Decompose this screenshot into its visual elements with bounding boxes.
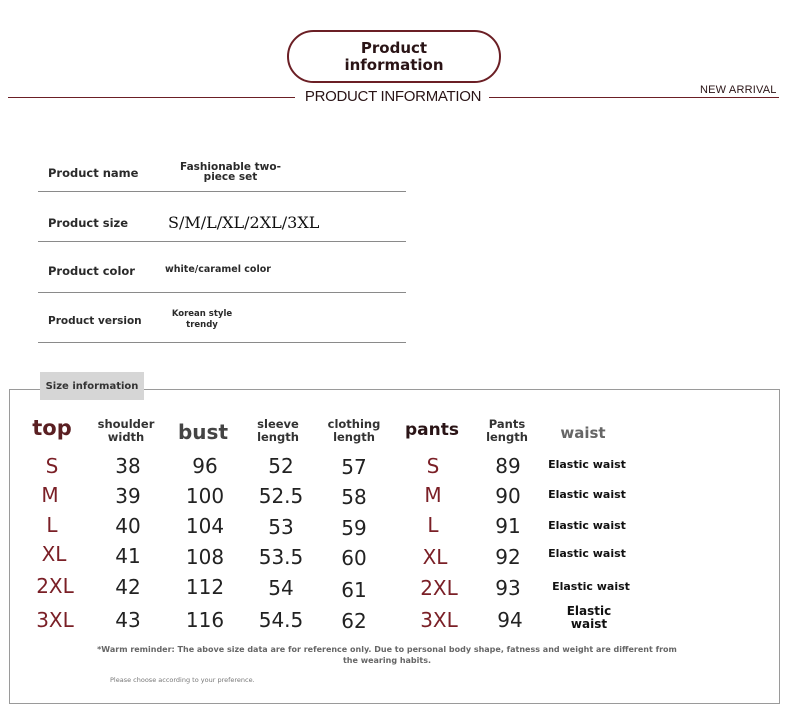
pants-size-cell: S — [426, 454, 440, 478]
pants-size-cell: XL — [422, 545, 448, 569]
waist-cell: Elastic waist — [566, 604, 612, 631]
warm-reminder: *Warm reminder: The above size data are for reference only. Due to personal body shape, fatness and weight are different from the wearing habits. — [97, 645, 677, 665]
waist-cell: Elastic waist — [548, 519, 626, 532]
sleeve-cell: 52.5 — [258, 484, 304, 508]
info-row-size — [38, 192, 406, 242]
section-title: PRODUCT INFORMATION — [304, 88, 482, 105]
sleeve-cell: 54.5 — [258, 608, 304, 632]
header-pants-length: Pants length — [486, 417, 528, 444]
top-size-cell: S — [45, 454, 59, 478]
divider-left — [8, 97, 295, 98]
clothing-cell: 59 — [341, 516, 367, 540]
info-row-name — [38, 150, 406, 192]
top-size-cell: M — [41, 483, 59, 507]
divider-right — [489, 97, 779, 98]
shoulder-cell: 43 — [115, 608, 141, 632]
page-title-badge — [287, 30, 501, 83]
shoulder-cell: 40 — [115, 514, 141, 538]
shoulder-cell: 38 — [115, 454, 141, 478]
bust-cell: 116 — [185, 608, 225, 632]
top-size-cell: L — [46, 513, 58, 537]
sleeve-cell: 53.5 — [258, 545, 304, 569]
choose-note: Please choose according to your preference. — [110, 676, 255, 684]
pants-size-cell: 3XL — [420, 608, 458, 632]
clothing-cell: 57 — [341, 455, 367, 479]
clothing-cell: 58 — [341, 485, 367, 509]
waist-cell: Elastic waist — [548, 458, 626, 471]
header-sleeve-length: sleeve length — [257, 417, 299, 444]
pants-length-cell: 92 — [495, 545, 521, 569]
pants-size-cell: L — [427, 513, 439, 537]
clothing-cell: 60 — [341, 546, 367, 570]
info-value: white/caramel color — [165, 264, 271, 275]
waist-cell: Elastic waist — [552, 580, 630, 593]
pants-length-cell: 89 — [495, 454, 521, 478]
bust-cell: 100 — [185, 484, 225, 508]
sleeve-cell: 53 — [268, 515, 294, 539]
top-size-cell: 2XL — [36, 574, 74, 598]
clothing-cell: 62 — [341, 609, 367, 633]
sleeve-cell: 52 — [268, 454, 294, 478]
size-tab: Size information — [40, 372, 144, 400]
header-shoulder-width: shoulder width — [97, 417, 155, 444]
header-bust: bust — [177, 420, 229, 444]
info-label: Product size — [48, 216, 129, 230]
pants-size-cell: 2XL — [420, 576, 458, 600]
pants-size-cell: M — [424, 483, 442, 507]
info-value: Korean style trendy — [171, 309, 233, 330]
shoulder-cell: 39 — [115, 484, 141, 508]
bust-cell: 112 — [185, 575, 225, 599]
info-row-version — [38, 293, 406, 343]
shoulder-cell: 41 — [115, 544, 141, 568]
waist-cell: Elastic waist — [548, 547, 626, 560]
pants-length-cell: 90 — [495, 484, 521, 508]
bust-cell: 96 — [192, 454, 218, 478]
bust-cell: 104 — [185, 514, 225, 538]
header-top: top — [32, 416, 72, 440]
info-row-color — [38, 242, 406, 293]
new-arrival-tag: NEW ARRIVAL — [700, 84, 777, 96]
info-label: Product color — [48, 264, 135, 278]
header-waist: waist — [560, 424, 606, 442]
header-pants: pants — [405, 420, 459, 440]
info-value: Fashionable two-piece set — [180, 161, 281, 183]
top-size-cell: 3XL — [36, 608, 74, 632]
info-label: Product name — [48, 166, 139, 180]
top-size-cell: XL — [41, 542, 67, 566]
sleeve-cell: 54 — [268, 576, 294, 600]
bust-cell: 108 — [185, 545, 225, 569]
header-clothing-length: clothing length — [327, 417, 381, 444]
info-label: Product version — [48, 315, 142, 327]
clothing-cell: 61 — [341, 578, 367, 602]
waist-cell: Elastic waist — [548, 488, 626, 501]
pants-length-cell: 94 — [497, 608, 523, 632]
pants-length-cell: 91 — [495, 514, 521, 538]
info-value: S/M/L/XL/2XL/3XL — [168, 213, 320, 232]
pants-length-cell: 93 — [495, 576, 521, 600]
shoulder-cell: 42 — [115, 575, 141, 599]
page-title: Product information — [344, 38, 444, 74]
